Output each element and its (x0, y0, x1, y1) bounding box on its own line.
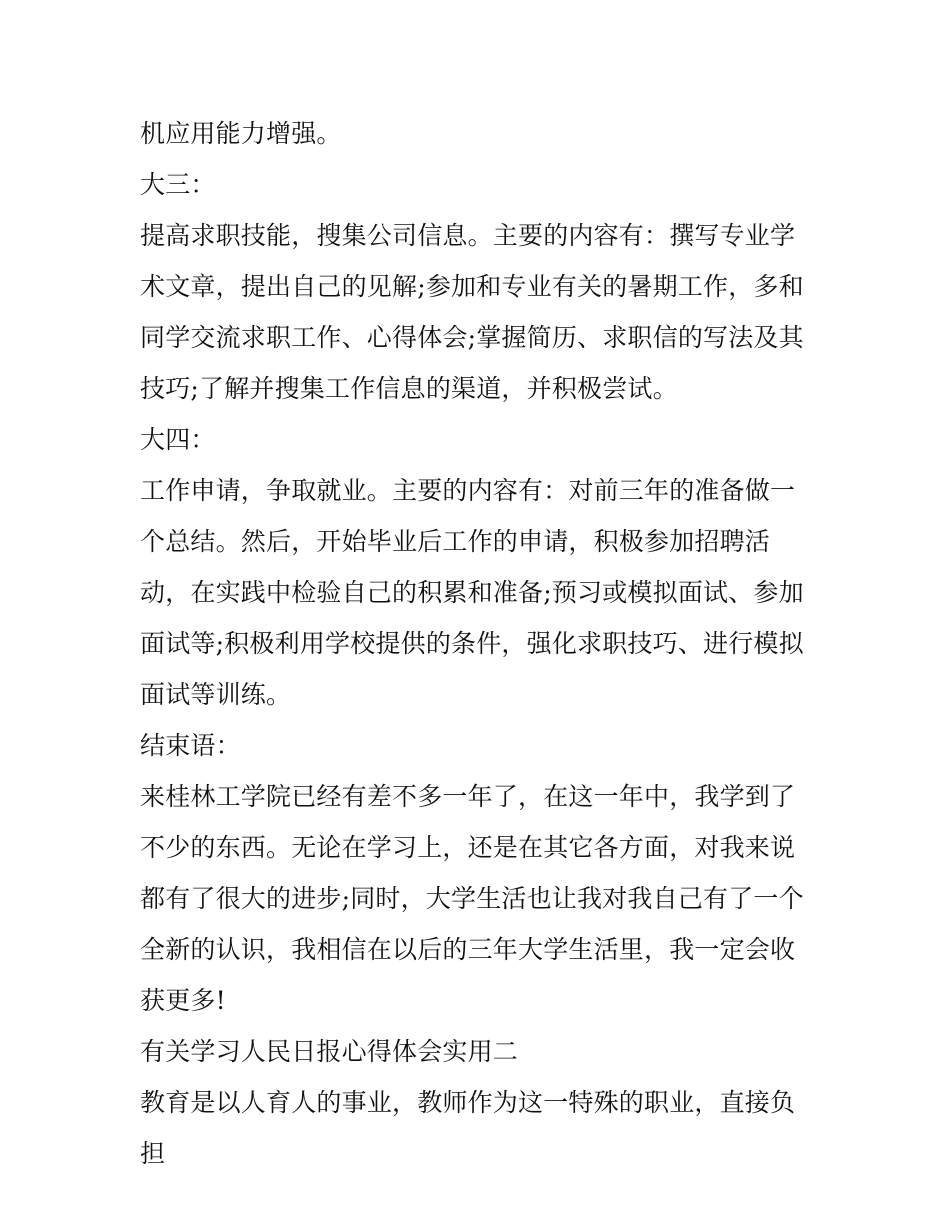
paragraph-conclusion: 来桂林工学院已经有差不多一年了，在这一年中，我学到了不少的东西。无论在学习上，还是在其它各方面，对我来说都有了很大的进步;同时，大学生活也让我对我自己有了一个全新的认识，我相信在以后的三年大学生活里，我一定会收获更多! (140, 782, 804, 1015)
section-title: 有关学习人民日报心得体会实用二 (140, 1037, 519, 1066)
heading-junior-year: 大三： (140, 170, 216, 199)
heading-conclusion: 结束语： (140, 731, 241, 760)
heading-senior-year: 大四： (140, 425, 216, 454)
document-body (140, 108, 816, 1179)
paragraph-junior-year: 提高求职技能，搜集公司信息。主要的内容有：撰写专业学术文章，提出自己的见解;参加和专业有关的暑期工作，多和同学交流求职工作、心得体会;掌握简历、求职信的写法及其技巧;了解并搜集工作信息的渠道，并积极尝试。 (140, 221, 804, 403)
paragraph-senior-year: 工作申请，争取就业。主要的内容有：对前三年的准备做一个总结。然后，开始毕业后工作的申请，积极参加招聘活动，在实践中检验自己的积累和准备;预习或模拟面试、参加面试等;积极利用学校提供的条件，强化求职技巧、进行模拟面试等训练。 (140, 476, 804, 709)
paragraph-education: 教育是以人育人的事业，教师作为这一特殊的职业，直接负担 (140, 1088, 796, 1168)
paragraph-computer-skills: 机应用能力增强。 (140, 119, 342, 148)
